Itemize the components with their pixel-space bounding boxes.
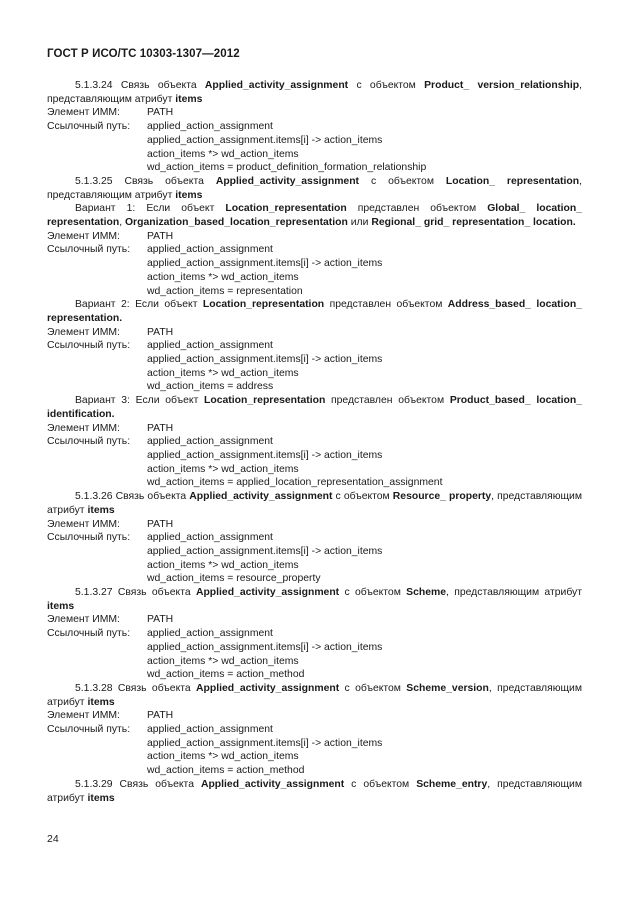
section-text: Связь объекта — [112, 682, 196, 694]
target-entity: Scheme_version — [406, 682, 489, 694]
variant-text: , — [119, 217, 125, 229]
reference-path-line: applied_action_assignment — [147, 340, 273, 352]
attribute-name: items — [87, 696, 115, 708]
reference-path-line: action_items *> wd_action_items — [147, 148, 299, 160]
element-label: Элемент ИММ: — [47, 710, 120, 722]
reference-path-line: wd_action_items = address — [147, 381, 274, 393]
reference-path-line: applied_action_assignment — [147, 724, 273, 736]
variant-paragraph — [47, 202, 582, 229]
reference-path-line: wd_action_items = resource_property — [147, 573, 321, 585]
section-text: Связь объекта — [112, 175, 216, 187]
section-heading — [47, 586, 582, 613]
section-text: , представляющим атрибут — [47, 491, 582, 516]
target-entity: Product_ version_relationship — [424, 80, 580, 91]
section-number: 5.1.3.25 — [75, 175, 113, 187]
reference-path-row — [47, 339, 582, 353]
reference-path-row — [47, 120, 582, 134]
section-text: , представляющим атрибут — [47, 778, 582, 804]
reference-path-line: action_items *> wd_action_items — [147, 463, 299, 475]
source-entity: Applied_activity_assignment — [215, 175, 360, 187]
reference-path-line: action_items *> wd_action_items — [147, 559, 299, 571]
variant-entity: Location_representation — [202, 299, 325, 311]
element-value: PATH — [147, 326, 174, 338]
element-row — [47, 709, 582, 723]
element-label: Элемент ИММ: — [47, 422, 120, 434]
reference-path-line: applied_action_assignment — [147, 244, 273, 256]
section-text: с объектом — [359, 175, 446, 187]
element-value: PATH — [147, 518, 174, 530]
variant-paragraph — [47, 394, 582, 421]
reference-path-label: Ссылочный путь: — [47, 436, 131, 448]
variant-text: представлен объектом — [346, 203, 488, 215]
section-text: с объектом — [339, 682, 407, 694]
reference-path-label: Ссылочный путь: — [47, 628, 131, 640]
reference-path-line: applied_action_assignment — [147, 628, 273, 640]
source-entity: Applied_activity_assignment — [204, 80, 349, 91]
target-entity: Scheme_entry — [416, 778, 488, 790]
target-entity: Location_ representation — [445, 175, 580, 187]
reference-path-label: Ссылочный путь: — [47, 340, 131, 352]
attribute-name: items — [175, 189, 203, 201]
element-row — [47, 518, 582, 532]
reference-path-line: action_items *> wd_action_items — [147, 367, 299, 379]
section-text: с объектом — [339, 587, 407, 599]
reference-path-line: wd_action_items = representation — [147, 285, 303, 297]
variant-text: представлен объектом — [325, 395, 450, 407]
reference-path-line: wd_action_items = product_definition_formation_relationship — [147, 162, 427, 174]
section-number: 5.1.3.29 — [75, 778, 113, 790]
element-row — [47, 613, 582, 627]
variant-label: Вариант 1: Если объект — [75, 203, 226, 215]
document-header: ГОСТ Р ИСО/ТС 10303-1307—2012 — [47, 48, 240, 60]
reference-path-label: Ссылочный путь: — [47, 724, 131, 736]
element-label: Элемент ИММ: — [47, 326, 120, 338]
reference-path-line: applied_action_assignment.items[i] -> action_items — [147, 449, 383, 461]
variant-label: Вариант 2: Если объект — [75, 299, 203, 311]
attribute-name: items — [87, 504, 115, 516]
section-number: 5.1.3.27 — [75, 587, 113, 599]
element-value: PATH — [147, 107, 174, 119]
reference-path-line: applied_action_assignment — [147, 121, 273, 133]
variant-text: представлен объектом — [324, 299, 448, 311]
element-label: Элемент ИММ: — [47, 614, 120, 626]
reference-path-line: applied_action_assignment.items[i] -> action_items — [147, 354, 383, 366]
reference-path-line: applied_action_assignment.items[i] -> action_items — [147, 737, 383, 749]
variant-text: или — [347, 217, 372, 229]
reference-path-line: action_items *> wd_action_items — [147, 655, 299, 667]
reference-path-line: wd_action_items = applied_location_representation_assignment — [147, 477, 443, 489]
reference-path-line: applied_action_assignment.items[i] -> action_items — [147, 134, 383, 146]
element-value: PATH — [147, 614, 174, 626]
element-value: PATH — [147, 710, 174, 722]
element-label: Элемент ИММ: — [47, 107, 120, 119]
variant-target: Organization_based_location_representation — [124, 217, 348, 229]
reference-path-row — [47, 435, 582, 449]
section-text: Связь объекта — [112, 491, 190, 503]
element-value: PATH — [147, 422, 174, 434]
source-entity: Applied_activity_assignment — [189, 491, 333, 503]
reference-path-row — [47, 627, 582, 641]
section-text: , представляющим атрибут — [47, 682, 582, 708]
element-label: Элемент ИММ: — [47, 518, 120, 530]
section-text: с объектом — [332, 491, 393, 503]
attribute-name: items — [47, 600, 75, 612]
reference-path-line: applied_action_assignment — [147, 436, 273, 448]
reference-path-line: applied_action_assignment.items[i] -> action_items — [147, 258, 383, 270]
document-body — [47, 79, 582, 805]
section-heading — [47, 778, 582, 805]
variant-entity: Location_representation — [225, 203, 347, 215]
element-value: PATH — [147, 230, 174, 242]
section-heading — [47, 682, 582, 709]
section-text: , представляющим атрибут — [47, 80, 582, 105]
reference-path-line: wd_action_items = action_method — [147, 765, 305, 777]
reference-path-row — [47, 243, 582, 257]
source-entity: Applied_activity_assignment — [195, 587, 340, 599]
variant-target: Address_based_ location_ representation — [47, 299, 582, 324]
reference-path-label: Ссылочный путь: — [47, 121, 131, 133]
variant-paragraph — [47, 298, 582, 325]
target-entity: Scheme — [406, 587, 447, 599]
element-row — [47, 230, 582, 244]
reference-path-label: Ссылочный путь: — [47, 532, 131, 544]
variant-text: . — [119, 312, 123, 324]
attribute-name: items — [175, 93, 203, 105]
section-text: с объектом — [344, 778, 417, 790]
section-text: Связь объекта — [112, 80, 205, 91]
target-entity: Resource_ property — [392, 491, 492, 503]
section-heading — [47, 79, 582, 106]
element-row — [47, 422, 582, 436]
element-label: Элемент ИММ: — [47, 230, 120, 242]
variant-target: Regional_ grid_ representation_ location. — [371, 217, 576, 229]
variant-target: Product_based_ location_ identification. — [47, 395, 582, 420]
section-text: Связь объекта — [112, 587, 196, 599]
section-number: 5.1.3.28 — [75, 682, 113, 694]
source-entity: Applied_activity_assignment — [196, 682, 340, 694]
section-text: с объектом — [348, 80, 425, 91]
section-text: , представляющим атрибут — [47, 175, 582, 201]
attribute-name: items — [87, 792, 115, 804]
variant-target: Global_ location_ representation — [47, 203, 582, 229]
reference-path-label: Ссылочный путь: — [47, 244, 131, 256]
reference-path-line: applied_action_assignment.items[i] -> action_items — [147, 641, 383, 653]
section-number: 5.1.3.26 — [75, 491, 113, 503]
reference-path-line: applied_action_assignment.items[i] -> action_items — [147, 545, 383, 557]
reference-path-line: applied_action_assignment — [147, 532, 273, 544]
variant-label: Вариант 3: Если объект — [75, 395, 205, 407]
reference-path-row — [47, 531, 582, 545]
reference-path-line: wd_action_items = action_method — [147, 669, 305, 681]
reference-path-row — [47, 723, 582, 737]
section-number: 5.1.3.24 — [75, 80, 113, 91]
section-heading — [47, 490, 582, 517]
section-text: Связь объекта — [112, 778, 201, 790]
variant-entity: Location_representation — [204, 395, 326, 407]
section-text: , представляющим атрибут — [446, 587, 582, 599]
reference-path-line: action_items *> wd_action_items — [147, 271, 299, 283]
reference-path-line: action_items *> wd_action_items — [147, 751, 299, 763]
section-heading — [47, 175, 582, 202]
element-row — [47, 106, 582, 120]
page-number: 24 — [47, 833, 59, 845]
element-row — [47, 326, 582, 340]
source-entity: Applied_activity_assignment — [200, 778, 345, 790]
